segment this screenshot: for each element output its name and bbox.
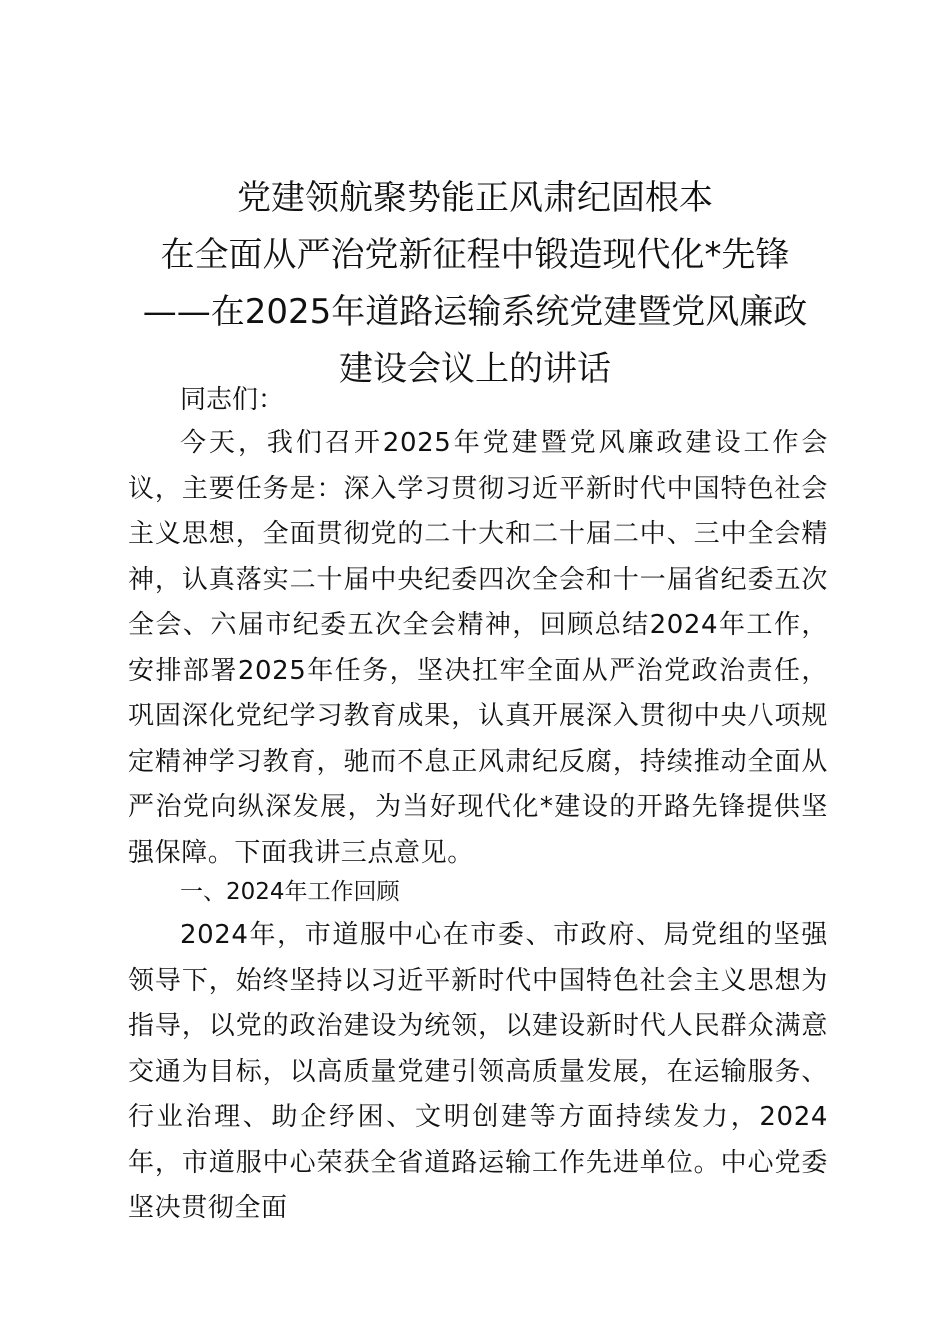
body-section-intro (128, 421, 828, 876)
title-line-3: ——在2025年道路运输系统党建暨党风廉政 (142, 292, 808, 332)
salutation: 同志们： (180, 385, 285, 415)
body-section-review (128, 913, 828, 1232)
paragraph-review: 2024年，市道服中心在市委、市政府、局党组的坚强领导下，始终坚持以习近平新时代中国特色社会主义思想为指导，以党的政治建设为统领，以建设新时代人民群众满意交通为目标，以高质量党建引领高质量发展，在运输服务、行业治理、助企纾困、文明创建等方面持续发力，2024年，市道服中心荣获全省道路运输工作先进单位。中心党委坚决贯彻全面 (128, 920, 828, 1223)
paragraph-intro: 今天，我们召开2025年党建暨党风廉政建设工作会议，主要任务是：深入学习贯彻习近平新时代中国特色社会主义思想，全面贯彻党的二十大和二十届二中、三中全会精神，认真落实二十届中央纪委四次全会和十一届省纪委五次全会、六届市纪委五次全会精神，回顾总结2024年工作，安排部署2025年任务，坚决扛牢全面从严治党政治责任，巩固深化党纪学习教育成果，认真开展深入贯彻中央八项规定精神学习教育，驰而不息正风肃纪反腐，持续推动全面从严治党向纵深发展，为当好现代化*建设的开路先锋提供坚强保障。下面我讲三点意见。 (128, 428, 828, 868)
title-line-4: 建设会议上的讲话 (339, 349, 611, 389)
title-line-2: 在全面从严治党新征程中锻造现代化*先锋 (160, 235, 790, 275)
document-title (100, 170, 850, 398)
title-line-1: 党建领航聚势能正风肃纪固根本 (237, 178, 713, 218)
section-heading-1: 一、2024年工作回顾 (180, 879, 400, 905)
